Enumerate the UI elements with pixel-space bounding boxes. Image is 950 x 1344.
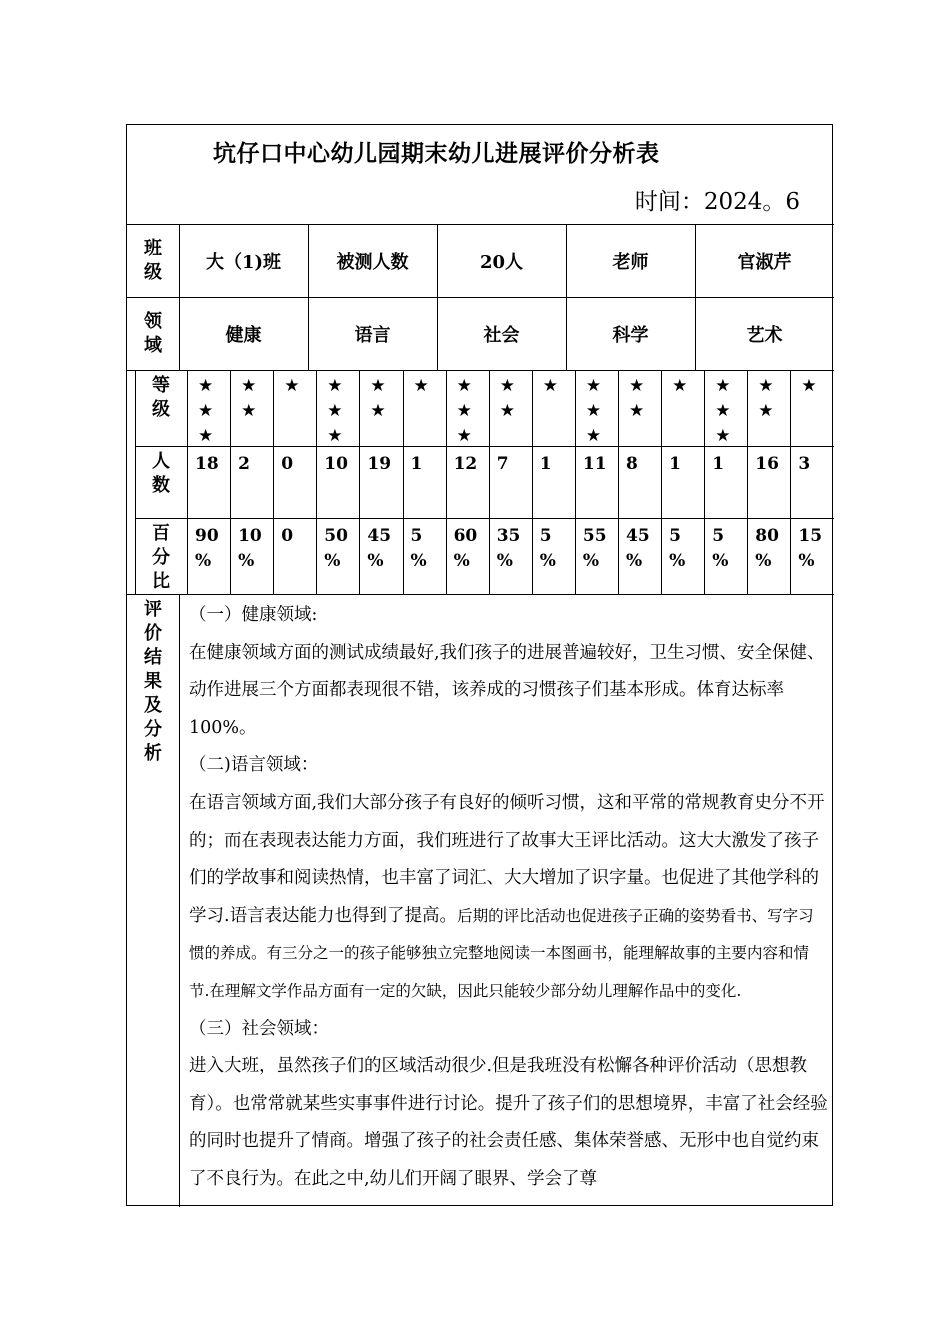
evaluation-table — [126, 124, 833, 1206]
grade-cell — [359, 370, 402, 446]
count-cell — [704, 446, 747, 518]
analysis-heading-society: （三）社会领域： — [189, 1018, 329, 1039]
grade-value: ★ ★ — [629, 376, 645, 421]
percent-row-label — [135, 518, 187, 594]
count-value: 1 — [410, 454, 423, 474]
grade-value: ★ ★ — [758, 376, 774, 421]
grade-value: ★ — [801, 376, 817, 396]
domain-label — [127, 297, 179, 370]
grade-cell — [446, 370, 489, 446]
count-label: 被测人数 — [336, 251, 409, 273]
count-value: 2 — [238, 454, 250, 474]
grade-cell — [187, 370, 230, 446]
count-value: 12 — [453, 454, 478, 474]
grade-value: ★ — [672, 376, 688, 396]
grid-col-divider — [790, 370, 791, 594]
percent-value: 5 % — [539, 526, 556, 571]
analysis-paragraph-health: 在健康领域方面的测试成绩最好,我们孩子的进展普遍较好，卫生习惯、安全保健、动作进展三个方面都表现很不错，该养成的习惯孩子们基本形成。体育达标率100%。 — [189, 642, 825, 738]
count-cell — [230, 446, 273, 518]
grid-left-border — [135, 370, 136, 594]
percent-cell — [316, 518, 359, 594]
percent-cell — [704, 518, 747, 594]
domain-society: 社会 — [483, 324, 520, 346]
percent-value: 55 % — [582, 526, 607, 571]
grade-cell — [575, 370, 618, 446]
analysis-heading-language: （二)语言领域： — [189, 755, 319, 776]
grid-col-divider — [446, 370, 447, 594]
grade-value: ★ ★ ★ — [327, 376, 343, 446]
count-cell — [661, 446, 704, 518]
grade-cell — [489, 370, 532, 446]
percent-cell — [532, 518, 575, 594]
count-value: 0 — [281, 454, 294, 474]
analysis-paragraph-language-a: 在语言领域方面,我们大部分孩子有良好的倾听习惯，这和平常的常规教育史分不开的；而在表现表达能力方面，我们班进行了故事大王评比活动。这大大激发了孩子们的学故事和阅读热情，也丰富了词汇、大大增加了识字量。也促进了其他学科的学习.语言表达能力也得到了提高。 — [189, 792, 825, 926]
grid-col-divider — [489, 370, 490, 594]
grade-value: ★ ★ — [499, 376, 515, 421]
percent-cell — [489, 518, 532, 594]
grid-col-divider — [661, 370, 662, 594]
class-label-text: 班 级 — [144, 237, 162, 283]
grade-cell — [230, 370, 273, 446]
count-cell — [747, 446, 790, 518]
domain-language: 语言 — [354, 324, 391, 346]
grade-value: ★ ★ ★ — [456, 376, 472, 446]
class-value: 大（1)班 — [205, 251, 282, 273]
grid-col-divider — [316, 370, 317, 594]
grade-cell — [273, 370, 316, 446]
document-date: 时间：2024。6 — [634, 189, 800, 215]
percent-cell — [359, 518, 402, 594]
percent-value: 5 % — [712, 526, 729, 571]
percent-value: 60 % — [453, 526, 478, 571]
percent-value: 0 — [281, 526, 294, 546]
grade-value: ★ — [413, 376, 429, 396]
count-cell — [403, 446, 446, 518]
grade-row-label — [135, 370, 187, 446]
count-value: 1 — [712, 454, 725, 474]
analysis-paragraph-language-b: 后期的评比活动也促进孩子正确的姿势看书、写字习惯的养成。有三分之一的孩子能够独立完整地阅读一本图画书，能理解故事的主要内容和情节.在理解文学作品方面有一定的欠缺，因此只能较少部分幼儿理解作品中的变化. — [189, 906, 814, 1000]
grade-cell — [532, 370, 575, 446]
class-label — [127, 224, 179, 297]
percent-cell — [618, 518, 661, 594]
col-divider — [179, 594, 180, 1207]
domain-label-text: 领 域 — [144, 310, 162, 356]
domain-science: 科学 — [612, 324, 649, 346]
grid-col-divider — [618, 370, 619, 594]
percent-cell — [790, 518, 833, 594]
count-value: 7 — [496, 454, 509, 474]
percent-cell — [273, 518, 316, 594]
grade-cell — [747, 370, 790, 446]
percent-cell — [747, 518, 790, 594]
count-cell — [618, 446, 661, 518]
grid-col-divider — [187, 370, 188, 594]
analysis-content — [189, 597, 829, 1199]
percent-value: 45 % — [626, 526, 650, 571]
count-cell — [316, 446, 359, 518]
row-divider — [127, 594, 834, 595]
grid-col-divider — [575, 370, 576, 594]
analysis-paragraph-language — [189, 785, 829, 1011]
grade-value: ★ ★ ★ — [198, 376, 214, 446]
grid-col-divider — [359, 370, 360, 594]
count-value: 16 — [755, 454, 779, 474]
grid-col-divider — [704, 370, 705, 594]
count-cell — [187, 446, 230, 518]
percent-value: 15 % — [798, 526, 823, 571]
grid-col-divider — [230, 370, 231, 594]
grade-value: ★ — [542, 376, 559, 396]
percent-value: 10 % — [238, 526, 262, 571]
count-row-label-text: 人 数 — [152, 451, 170, 496]
count-cell — [273, 446, 316, 518]
percent-row-label-text: 百 分 比 — [152, 523, 170, 592]
count-value: 20人 — [479, 251, 524, 273]
grade-value: ★ ★ ★ — [715, 376, 731, 446]
analysis-heading-health: （一）健康领域: — [189, 605, 318, 625]
grade-value: ★ — [284, 376, 300, 396]
percent-cell — [446, 518, 489, 594]
percent-value: 5 % — [669, 526, 686, 571]
document-title: 坑仔口中心幼儿园期末幼儿进展评价分析表 — [213, 140, 660, 167]
percent-value: 5 % — [410, 526, 427, 571]
grade-cell — [704, 370, 747, 446]
percent-cell — [187, 518, 230, 594]
grade-cell — [403, 370, 446, 446]
grade-cell — [790, 370, 833, 446]
percent-value: 35 % — [496, 526, 521, 571]
percent-value: 50 % — [324, 526, 348, 571]
count-value: 10 — [324, 454, 348, 474]
count-cell — [532, 446, 575, 518]
count-cell — [446, 446, 489, 518]
grade-cell — [316, 370, 359, 446]
count-cell — [489, 446, 532, 518]
grade-row-label-text: 等 级 — [152, 375, 170, 420]
grid-col-divider — [273, 370, 274, 594]
count-value: 3 — [798, 454, 811, 474]
percent-value: 80 % — [755, 526, 779, 571]
grade-cell — [618, 370, 661, 446]
percent-cell — [661, 518, 704, 594]
count-cell — [359, 446, 402, 518]
teacher-label: 老师 — [612, 251, 649, 273]
grid-col-divider — [532, 370, 533, 594]
percent-value: 45 % — [367, 526, 392, 571]
teacher-value: 官淑芹 — [737, 251, 792, 273]
count-value: 18 — [195, 454, 219, 474]
grid-col-divider — [747, 370, 748, 594]
percent-cell — [575, 518, 618, 594]
domain-health: 健康 — [225, 324, 262, 346]
grade-value: ★ ★ ★ — [585, 376, 602, 446]
count-value: 11 — [582, 454, 607, 474]
analysis-paragraph-society: 进入大班，虽然孩子们的区域活动很少.但是我班没有松懈各种评价活动（思想教育）。也常常就某些实事事件进行讨论。提升了孩子们的思想境界，丰富了社会经验的同时也提升了情商。增强了孩子的社会责任感、集体荣誉感、无形中也自觉约束了不良行为。在此之中,幼儿们开阔了眼界、学会了尊 — [189, 1056, 828, 1189]
analysis-label-text: 评 价 结 果 及 分 析 — [144, 599, 162, 764]
grade-value: ★ ★ — [370, 376, 386, 421]
percent-cell — [230, 518, 273, 594]
count-value: 1 — [539, 454, 552, 474]
grade-cell — [661, 370, 704, 446]
count-row-label — [135, 446, 187, 518]
grid-col-divider — [403, 370, 404, 594]
count-value: 8 — [626, 454, 638, 474]
count-cell — [790, 446, 833, 518]
percent-cell — [403, 518, 446, 594]
count-value: 19 — [367, 454, 392, 474]
count-cell — [575, 446, 618, 518]
grade-value: ★ ★ — [241, 376, 257, 421]
percent-value: 90 % — [195, 526, 219, 571]
domain-art: 艺术 — [746, 324, 783, 346]
analysis-label — [127, 594, 179, 784]
count-value: 1 — [669, 454, 681, 474]
